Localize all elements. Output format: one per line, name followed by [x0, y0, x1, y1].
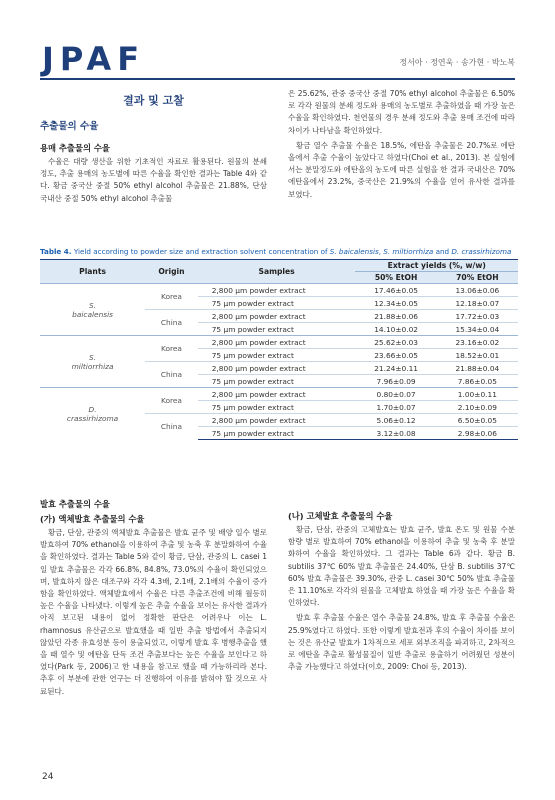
plant-name [40, 284, 145, 336]
page-number: 24 [42, 772, 54, 782]
yield-50-etoh: 7.96±0.09 [355, 375, 436, 388]
heading-solvent-yield: 용매 추출물의 수율 [40, 143, 110, 153]
yield-70-etoh: 23.16±0.02 [437, 336, 518, 349]
caption-species: S. baicalensis [329, 247, 379, 256]
yield-50-etoh: 23.66±0.05 [355, 349, 436, 362]
sample-cell: 75 μm powder extract [198, 297, 356, 310]
lower-right-column [288, 495, 515, 676]
plant-genus: S. [89, 352, 97, 362]
heading-solid-fermentation: (나) 고체발효 추출물의 수율 [288, 511, 393, 521]
plant-name [40, 388, 145, 440]
header-70-etoh: 70% EtOH [437, 272, 518, 284]
header-plants: Plants [40, 260, 145, 284]
yield-70-etoh: 21.88±0.04 [437, 362, 518, 375]
caption-text: Yield according to powder size and extraction solvent concentration of [71, 247, 330, 256]
paragraph: 은 25.62%, 관중 중국산 중절 70% ethyl alcohol 추출물은 6.50%로 각각 원물의 분쇄 정도와 용매의 농도별로 추출하였을 때 가장 높은 수율을 확인하였다. 천연물의 경우 분쇄 정도와 추출 용매 조건에 따라 차이가 나타남을 확인하였다. [288, 89, 515, 135]
yield-70-etoh: 7.86±0.05 [437, 375, 518, 388]
sample-cell: 75 μm powder extract [198, 401, 356, 414]
header-50-etoh: 50% EtOH [355, 272, 436, 284]
paragraph: 황금, 단삼, 관중의 고체발효는 발효 균주, 발효 온도 및 원물 수분 함량 별로 발효하여 70% ethanol을 이용하여 추출 및 농축 후 분말화하여 수율을 확인하였다. 그 결과는 Table 6과 같다. 황금 B. subtilis 37℃ 60% 발효 추출물은 24.40%, 단삼 B. subtilis 37℃ 60% 발효 추출물은 39.30%, 관중 L. casei 30℃ 50% 발효 추출물은 11.10%로 각각의 원물을 고체발효 하였을 때 가장 높은 수율을 확인하였다. [288, 525, 515, 608]
origin-cell: China [145, 362, 198, 388]
caption-species: D. crassirhizoma [451, 247, 512, 256]
caption-text: , [378, 247, 384, 256]
sample-cell: 2,800 μm powder extract [198, 414, 356, 427]
yield-70-etoh: 6.50±0.05 [437, 414, 518, 427]
yield-70-etoh: 2.98±0.06 [437, 427, 518, 440]
header-samples: Samples [198, 260, 356, 284]
header-divider [40, 78, 515, 80]
plant-species: miltiorrhiza [71, 361, 114, 371]
yield-50-etoh: 0.80±0.07 [355, 388, 436, 401]
table-4 [40, 247, 518, 440]
origin-cell: Korea [160, 292, 182, 301]
upper-left-column [40, 88, 267, 208]
sample-cell: 2,800 μm powder extract [198, 336, 356, 349]
yield-50-etoh: 21.88±0.06 [355, 310, 436, 323]
author-list: 정서아 · 정연욱 · 송가현 · 박노복 [399, 58, 515, 67]
table-row [40, 336, 518, 349]
yield-70-etoh: 2.10±0.09 [437, 401, 518, 414]
yield-table [40, 259, 518, 440]
yield-70-etoh: 17.72±0.03 [437, 310, 518, 323]
sample-cell: 2,800 μm powder extract [198, 388, 356, 401]
sample-cell: 2,800 μm powder extract [198, 310, 356, 323]
yield-70-etoh: 18.52±0.01 [437, 349, 518, 362]
yield-50-etoh: 5.06±0.12 [355, 414, 436, 427]
table-label: Table 4. [40, 247, 72, 256]
yield-50-etoh: 1.70±0.07 [355, 401, 436, 414]
origin-cell: China [145, 414, 198, 440]
subsection-title-fermentation: 발효 추출물의 수율 [40, 499, 110, 509]
plant-species: baicalensis [72, 309, 114, 319]
subsection-title-yield: 추출물의 수율 [40, 121, 99, 132]
caption-species: S. miltiorrhiza [383, 247, 434, 256]
table-row [40, 284, 518, 297]
plant-name [40, 336, 145, 388]
section-title: 결과 및 고찰 [123, 94, 184, 107]
paragraph: 황금 열수 추출물 수율은 18.5%, 에탄올 추출물은 20.7%로 에탄올에서 추출 수율이 높았다고 하였다(Choi et al., 2013). 본 실험에서는 분말정도와 에탄올의 농도에 따른 실험을 한 결과 국내산은 70% 에탄올에서 23.2%, 중국산은 21.9%의 수율을 얻어 유사한 결과를 보였다. [288, 140, 515, 199]
upper-right-column [288, 88, 515, 204]
paragraph: 황금, 단삼, 관중의 액체발효 추출물은 발효 균주 및 배양 일수 별로 발효하여 70% ethanol을 이용하여 추출 및 농축 후 분말화하여 수율을 확인하였다. 결과는 Table 5와 같이 황금, 단삼, 관중의 L. casei 1일 발효 추출물은 각각 66.8%, 84.8%, 73.0%의 수율이 확인되었으며, 발효하지 않은 대조구와 각각 4.3배, 2.1배, 2.1배의 수율이 증가함을 확인하였다. 액체발효에서 수율은 다른 추출조건에 비해 월등히 높은 수율을 나타냈다. 이렇게 높은 추출 수율을 보이는 유사한 결과가 아직 보고된 내용이 없어 정확한 판단은 어려우나 이는 L. rhamnosus 유산균으로 발효했을 때 일반 추출 방법에서 추출되지 않았던 각종 유효성분 등이 용출되었고, 이렇게 발효 후 병행추출을 했을 때 열수 및 에탄올 단독 조건 추출보다는 높은 수율을 보인다고 하였다(Park 등, 2006)고 한 내용을 참고로 했을 때 가능하리라 본다. 추후 이 부분에 관한 연구는 더 진행하여 이유를 밝혀야 할 것으로 사료된다. [40, 528, 267, 696]
lower-left-column [40, 495, 267, 701]
origin-cell: China [145, 310, 198, 336]
caption-text: and [433, 247, 452, 256]
yield-50-etoh: 3.12±0.08 [355, 427, 436, 440]
journal-logo: JPAF [42, 40, 146, 78]
yield-70-etoh: 12.18±0.07 [437, 297, 518, 310]
sample-cell: 75 μm powder extract [198, 349, 356, 362]
yield-50-etoh: 25.62±0.03 [355, 336, 436, 349]
yield-50-etoh: 14.10±0.02 [355, 323, 436, 336]
plant-genus: D. [88, 404, 97, 414]
yield-50-etoh: 17.46±0.05 [374, 285, 418, 295]
table-caption [40, 247, 518, 256]
origin-cell: Korea [145, 336, 198, 362]
header-origin: Origin [145, 260, 198, 284]
yield-70-etoh: 13.06±0.06 [455, 285, 500, 295]
table-row [40, 388, 518, 401]
yield-50-etoh: 21.24±0.11 [355, 362, 436, 375]
heading-liquid-fermentation: (가) 액체발효 추출물의 수율 [40, 514, 145, 524]
plant-genus: S. [89, 300, 97, 310]
sample-cell: 75 μm powder extract [198, 375, 356, 388]
plant-species: crassirhizoma [66, 413, 119, 423]
sample-cell: 2,800 μm powder extract [211, 285, 306, 295]
sample-cell: 2,800 μm powder extract [198, 362, 356, 375]
paragraph: 수율은 대량 생산을 위한 기초적인 자료로 활용된다. 원물의 분쇄 정도, 추출 용매의 농도별에 따른 수율을 확인한 결과는 Table 4와 같다. 황금 중국산 중절 50% ethyl alcohol 추출물은 21.88%, 단삼 국내산 중절 50% ethyl alcohol 추출물 [40, 157, 267, 203]
sample-cell: 75 μm powder extract [198, 427, 356, 440]
yield-70-etoh: 15.34±0.04 [437, 323, 518, 336]
yield-70-etoh: 1.00±0.11 [437, 388, 518, 401]
yield-50-etoh: 12.34±0.05 [355, 297, 436, 310]
sample-cell: 75 μm powder extract [198, 323, 356, 336]
paragraph: 발효 후 추출물 수율은 열수 추출물 24.8%, 발효 후 추출물 수율은 25.9%였다고 하였다. 또한 이렇게 발효전과 후의 수율이 차이를 보이는 것은 유산균 발효가 1차적으로 세포 외부조직을 파괴하고, 2차적으로 에탄올 추출로 활성물질이 일반 추출로 용출하기 어려웠던 성분이 추출 가능했다고 하였다(이호, 2009: Choi 등, 2013). [288, 613, 515, 672]
header-extract-yields: Extract yields (%, w/w) [355, 260, 518, 272]
origin-cell: Korea [145, 388, 198, 414]
